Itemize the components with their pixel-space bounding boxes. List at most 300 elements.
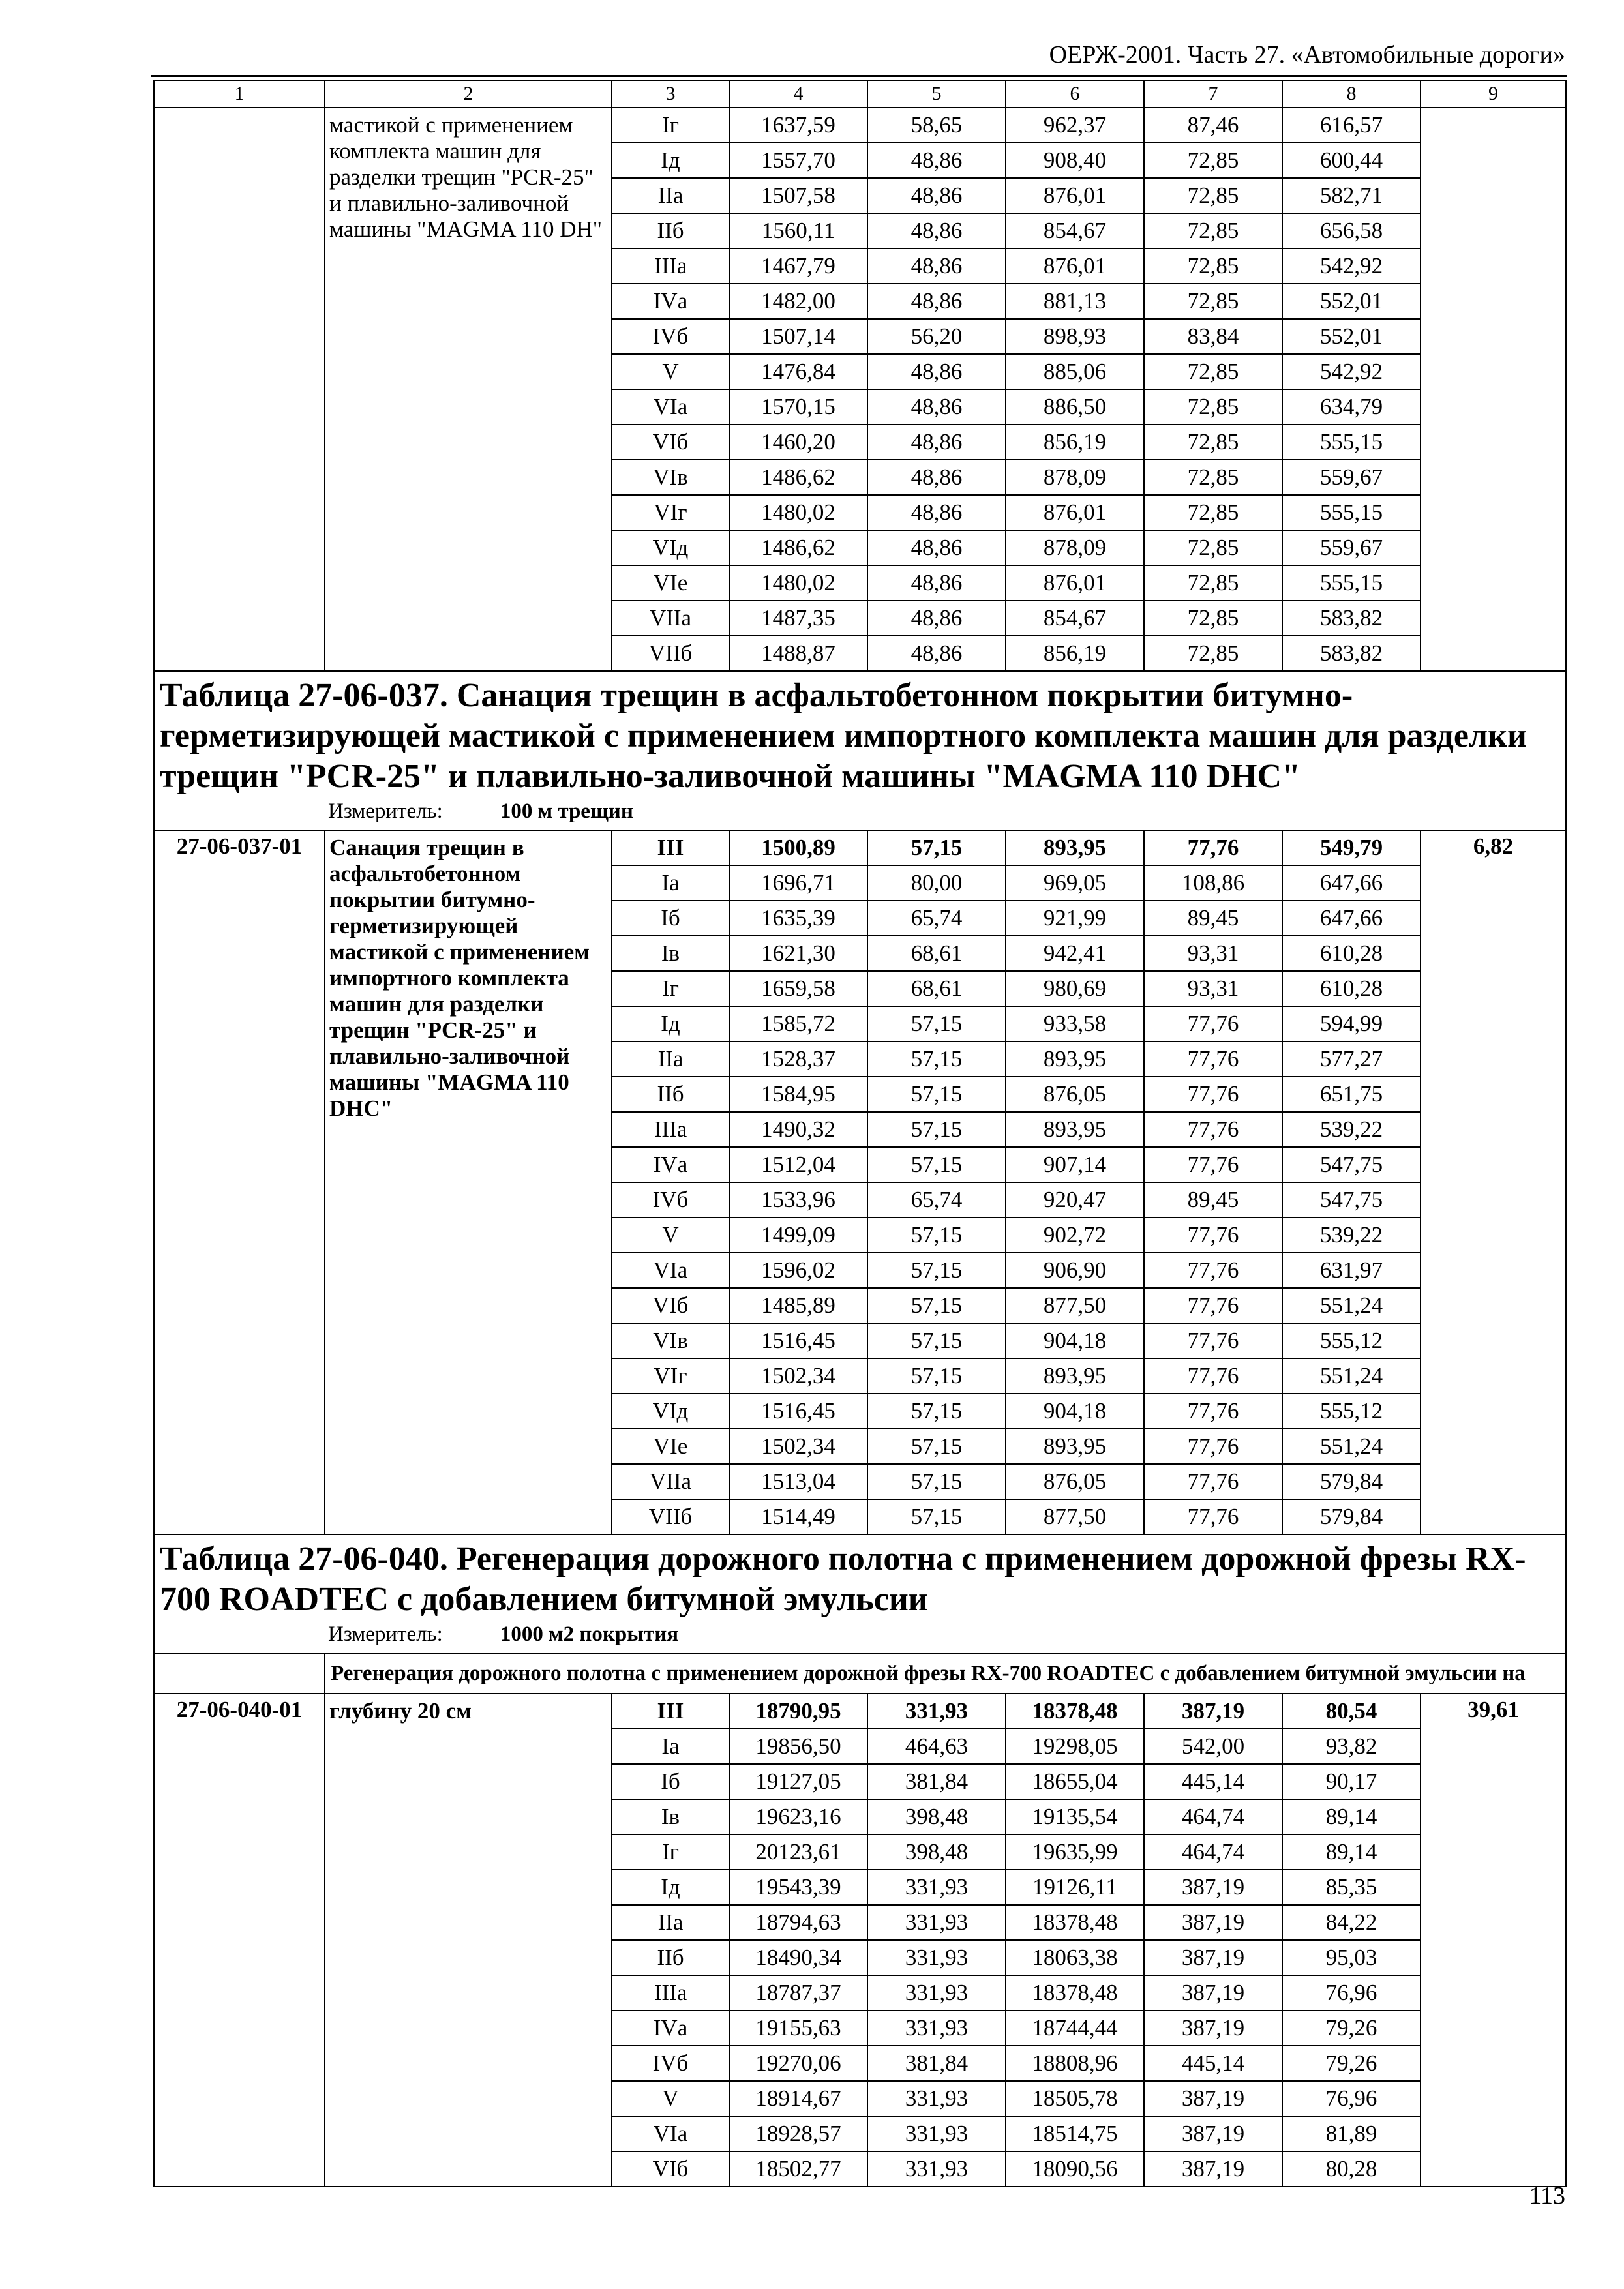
value-cell: 72,85	[1144, 143, 1282, 178]
value-cell: 1585,72	[729, 1006, 867, 1041]
value-cell: 79,26	[1282, 2011, 1421, 2046]
value-cell: 79,26	[1282, 2046, 1421, 2081]
value-cell: 72,85	[1144, 354, 1282, 389]
value-cell: 48,86	[867, 284, 1006, 319]
value-cell: 72,85	[1144, 213, 1282, 248]
value-cell: 387,19	[1144, 1905, 1282, 1940]
column-number-row	[154, 80, 1566, 108]
value-cell: 57,15	[867, 1358, 1006, 1394]
value-cell: 902,72	[1006, 1218, 1144, 1253]
value-cell: 876,01	[1006, 178, 1144, 213]
zone-cell: VIе	[612, 565, 729, 601]
value-cell: 48,86	[867, 460, 1006, 495]
value-cell: 1480,02	[729, 495, 867, 530]
value-cell: 57,15	[867, 1006, 1006, 1041]
value-cell: 583,82	[1282, 636, 1421, 671]
value-cell: 331,93	[867, 1905, 1006, 1940]
value-cell: 89,14	[1282, 1834, 1421, 1870]
value-cell: 551,24	[1282, 1358, 1421, 1394]
value-cell: 331,93	[867, 2116, 1006, 2151]
code-cell	[154, 108, 325, 671]
value-cell: 898,93	[1006, 319, 1144, 354]
value-cell: 387,19	[1144, 2011, 1282, 2046]
value-cell: 610,28	[1282, 936, 1421, 971]
value-cell: 1500,89	[729, 830, 867, 865]
zone-cell: IVа	[612, 284, 729, 319]
value-cell: 387,19	[1144, 1975, 1282, 2011]
value-cell: 1507,14	[729, 319, 867, 354]
value-cell: 1696,71	[729, 865, 867, 901]
value-cell: 19155,63	[729, 2011, 867, 2046]
value-cell: 647,66	[1282, 901, 1421, 936]
value-cell: 57,15	[867, 1323, 1006, 1358]
value-cell: 48,86	[867, 213, 1006, 248]
value-cell: 1490,32	[729, 1112, 867, 1147]
value-cell: 72,85	[1144, 495, 1282, 530]
value-cell: 57,15	[867, 1464, 1006, 1499]
value-cell: 1502,34	[729, 1429, 867, 1464]
value-cell: 48,86	[867, 143, 1006, 178]
value-cell: 1476,84	[729, 354, 867, 389]
value-cell: 577,27	[1282, 1041, 1421, 1077]
value-cell: 95,03	[1282, 1940, 1421, 1975]
measure-label: Измеритель:	[328, 800, 443, 823]
value-cell: 854,67	[1006, 213, 1144, 248]
value-cell: 539,22	[1282, 1218, 1421, 1253]
value-cell: 877,50	[1006, 1499, 1144, 1534]
value-cell: 616,57	[1282, 108, 1421, 143]
value-cell: 72,85	[1144, 389, 1282, 425]
name-cell: Санация трещин в асфальтобетонном покрытии битумно-герметизирующей мастикой с применением импортного комплекта машин для разделки трещин "PCR-25" и плавильно-заливочной машины "MAGMA 110 DHC"	[325, 830, 612, 1534]
value-cell: 77,76	[1144, 1218, 1282, 1253]
value-cell: 878,09	[1006, 530, 1144, 565]
value-cell: 634,79	[1282, 389, 1421, 425]
value-cell: 18490,34	[729, 1940, 867, 1975]
value-cell: 77,76	[1144, 1358, 1282, 1394]
value-cell: 920,47	[1006, 1182, 1144, 1218]
value-cell: 77,76	[1144, 1464, 1282, 1499]
table-title: Таблица 27-06-040. Регенерация дорожного полотна с применением дорожной фрезы RX-700 ROADTEC с добавлением битумной эмульсии	[160, 1540, 1526, 1618]
zone-cell: VIIб	[612, 636, 729, 671]
value-cell: 108,86	[1144, 865, 1282, 901]
value-cell: 921,99	[1006, 901, 1144, 936]
value-cell: 398,48	[867, 1799, 1006, 1834]
value-cell: 331,93	[867, 1870, 1006, 1905]
price-table	[153, 80, 1567, 2187]
labor-cell: 39,61	[1421, 1694, 1566, 2187]
zone-cell: VIа	[612, 389, 729, 425]
value-cell: 18378,48	[1006, 1975, 1144, 2011]
subheader-row	[154, 1653, 1566, 1694]
value-cell: 18790,95	[729, 1694, 867, 1729]
value-cell: 20123,61	[729, 1834, 867, 1870]
value-cell: 1482,00	[729, 284, 867, 319]
value-cell: 18794,63	[729, 1905, 867, 1940]
value-cell: 18505,78	[1006, 2081, 1144, 2116]
value-cell: 647,66	[1282, 865, 1421, 901]
value-cell: 1637,59	[729, 108, 867, 143]
value-cell: 547,75	[1282, 1182, 1421, 1218]
value-cell: 893,95	[1006, 1358, 1144, 1394]
value-cell: 579,84	[1282, 1499, 1421, 1534]
value-cell: 1570,15	[729, 389, 867, 425]
value-cell: 48,86	[867, 601, 1006, 636]
value-cell: 57,15	[867, 1077, 1006, 1112]
value-cell: 547,75	[1282, 1147, 1421, 1182]
value-cell: 582,71	[1282, 178, 1421, 213]
value-cell: 18787,37	[729, 1975, 867, 2011]
value-cell: 1486,62	[729, 530, 867, 565]
value-cell: 387,19	[1144, 1694, 1282, 1729]
value-cell: 907,14	[1006, 1147, 1144, 1182]
value-cell: 856,19	[1006, 425, 1144, 460]
value-cell: 464,74	[1144, 1834, 1282, 1870]
value-cell: 886,50	[1006, 389, 1144, 425]
value-cell: 68,61	[867, 971, 1006, 1006]
zone-cell: IIб	[612, 213, 729, 248]
value-cell: 72,85	[1144, 248, 1282, 284]
column-number: 8	[1282, 80, 1421, 108]
value-cell: 387,19	[1144, 1940, 1282, 1975]
value-cell: 464,74	[1144, 1799, 1282, 1834]
value-cell: 72,85	[1144, 565, 1282, 601]
value-cell: 600,44	[1282, 143, 1421, 178]
value-cell: 1513,04	[729, 1464, 867, 1499]
value-cell: 656,58	[1282, 213, 1421, 248]
value-cell: 1584,95	[729, 1077, 867, 1112]
value-cell: 57,15	[867, 1429, 1006, 1464]
column-number: 5	[867, 80, 1006, 108]
value-cell: 904,18	[1006, 1394, 1144, 1429]
zone-cell: V	[612, 2081, 729, 2116]
value-cell: 876,01	[1006, 565, 1144, 601]
value-cell: 555,15	[1282, 565, 1421, 601]
value-cell: 65,74	[867, 1182, 1006, 1218]
zone-cell: VIв	[612, 1323, 729, 1358]
value-cell: 1487,35	[729, 601, 867, 636]
value-cell: 1621,30	[729, 936, 867, 971]
value-cell: 1467,79	[729, 248, 867, 284]
value-cell: 80,00	[867, 865, 1006, 901]
header-rule	[151, 75, 1567, 77]
zone-cell: Iб	[612, 901, 729, 936]
value-cell: 77,76	[1144, 1006, 1282, 1041]
value-cell: 57,15	[867, 1253, 1006, 1288]
value-cell: 77,76	[1144, 1077, 1282, 1112]
column-number: 9	[1421, 80, 1566, 108]
value-cell: 651,75	[1282, 1077, 1421, 1112]
zone-cell: VIб	[612, 2151, 729, 2187]
table-row	[154, 1694, 1566, 1729]
value-cell: 1460,20	[729, 425, 867, 460]
value-cell: 881,13	[1006, 284, 1144, 319]
value-cell: 445,14	[1144, 1764, 1282, 1799]
zone-cell: IIIа	[612, 248, 729, 284]
value-cell: 445,14	[1144, 2046, 1282, 2081]
value-cell: 381,84	[867, 1764, 1006, 1799]
value-cell: 77,76	[1144, 1323, 1282, 1358]
value-cell: 1502,34	[729, 1358, 867, 1394]
table-title-cell	[154, 671, 1566, 830]
measure-value: 1000 м2 покрытия	[500, 1623, 679, 1646]
zone-cell: IVа	[612, 2011, 729, 2046]
value-cell: 962,37	[1006, 108, 1144, 143]
value-cell: 18502,77	[729, 2151, 867, 2187]
value-cell: 72,85	[1144, 425, 1282, 460]
value-cell: 85,35	[1282, 1870, 1421, 1905]
value-cell: 1486,62	[729, 460, 867, 495]
labor-cell: 6,82	[1421, 830, 1566, 1534]
zone-cell: Iд	[612, 1006, 729, 1041]
value-cell: 57,15	[867, 1288, 1006, 1323]
value-cell: 77,76	[1144, 1394, 1282, 1429]
value-cell: 552,01	[1282, 284, 1421, 319]
value-cell: 885,06	[1006, 354, 1144, 389]
zone-cell: Iа	[612, 865, 729, 901]
value-cell: 942,41	[1006, 936, 1144, 971]
zone-cell: IIб	[612, 1077, 729, 1112]
value-cell: 77,76	[1144, 1253, 1282, 1288]
zone-cell: IVб	[612, 1182, 729, 1218]
value-cell: 893,95	[1006, 1112, 1144, 1147]
value-cell: 549,79	[1282, 830, 1421, 865]
value-cell: 555,12	[1282, 1323, 1421, 1358]
value-cell: 18928,57	[729, 2116, 867, 2151]
value-cell: 878,09	[1006, 460, 1144, 495]
value-cell: 539,22	[1282, 1112, 1421, 1147]
value-cell: 1512,04	[729, 1147, 867, 1182]
column-number: 1	[154, 80, 325, 108]
zone-cell: VIIб	[612, 1499, 729, 1534]
value-cell: 893,95	[1006, 1429, 1144, 1464]
zone-cell: IVб	[612, 2046, 729, 2081]
value-cell: 854,67	[1006, 601, 1144, 636]
value-cell: 610,28	[1282, 971, 1421, 1006]
value-cell: 331,93	[867, 1940, 1006, 1975]
zone-cell: IIа	[612, 178, 729, 213]
value-cell: 856,19	[1006, 636, 1144, 671]
value-cell: 77,76	[1144, 1288, 1282, 1323]
value-cell: 19127,05	[729, 1764, 867, 1799]
value-cell: 631,97	[1282, 1253, 1421, 1288]
value-cell: 908,40	[1006, 143, 1144, 178]
value-cell: 876,01	[1006, 248, 1144, 284]
value-cell: 551,24	[1282, 1429, 1421, 1464]
zone-cell: IVб	[612, 319, 729, 354]
value-cell: 18655,04	[1006, 1764, 1144, 1799]
column-number: 6	[1006, 80, 1144, 108]
value-cell: 93,31	[1144, 936, 1282, 971]
value-cell: 1514,49	[729, 1499, 867, 1534]
value-cell: 65,74	[867, 901, 1006, 936]
value-cell: 555,15	[1282, 495, 1421, 530]
value-cell: 542,00	[1144, 1729, 1282, 1764]
zone-cell: III	[612, 830, 729, 865]
value-cell: 57,15	[867, 1041, 1006, 1077]
value-cell: 90,17	[1282, 1764, 1421, 1799]
zone-cell: VIа	[612, 2116, 729, 2151]
zone-cell: V	[612, 1218, 729, 1253]
zone-cell: Iб	[612, 1764, 729, 1799]
value-cell: 77,76	[1144, 830, 1282, 865]
value-cell: 57,15	[867, 1147, 1006, 1182]
measure-value: 100 м трещин	[500, 800, 633, 823]
subheader-text: Регенерация дорожного полотна с применением дорожной фрезы RX-700 ROADTEC с добавлением битумной эмульсии на	[325, 1653, 1566, 1694]
zone-cell: Iа	[612, 1729, 729, 1764]
value-cell: 57,15	[867, 1112, 1006, 1147]
value-cell: 969,05	[1006, 865, 1144, 901]
measure-label: Измеритель:	[328, 1623, 443, 1646]
value-cell: 594,99	[1282, 1006, 1421, 1041]
zone-cell: Iг	[612, 108, 729, 143]
zone-cell: VIв	[612, 460, 729, 495]
value-cell: 876,01	[1006, 495, 1144, 530]
value-cell: 331,93	[867, 1975, 1006, 2011]
zone-cell: VIе	[612, 1429, 729, 1464]
code-cell: 27-06-037-01	[154, 830, 325, 1534]
zone-cell: VIд	[612, 530, 729, 565]
value-cell: 331,93	[867, 2081, 1006, 2116]
value-cell: 1596,02	[729, 1253, 867, 1288]
value-cell: 48,86	[867, 495, 1006, 530]
value-cell: 80,28	[1282, 2151, 1421, 2187]
value-cell: 19298,05	[1006, 1729, 1144, 1764]
zone-cell: Iв	[612, 936, 729, 971]
value-cell: 48,86	[867, 178, 1006, 213]
zone-cell: Iд	[612, 1870, 729, 1905]
value-cell: 56,20	[867, 319, 1006, 354]
value-cell: 19856,50	[729, 1729, 867, 1764]
value-cell: 48,86	[867, 354, 1006, 389]
zone-cell: III	[612, 1694, 729, 1729]
value-cell: 893,95	[1006, 1041, 1144, 1077]
value-cell: 559,67	[1282, 460, 1421, 495]
value-cell: 72,85	[1144, 460, 1282, 495]
value-cell: 58,65	[867, 108, 1006, 143]
value-cell: 1499,09	[729, 1218, 867, 1253]
value-cell: 72,85	[1144, 636, 1282, 671]
value-cell: 876,05	[1006, 1464, 1144, 1499]
value-cell: 57,15	[867, 1499, 1006, 1534]
value-cell: 18063,38	[1006, 1940, 1144, 1975]
value-cell: 18914,67	[729, 2081, 867, 2116]
zone-cell: Iг	[612, 971, 729, 1006]
table-body	[154, 80, 1566, 2187]
value-cell: 18744,44	[1006, 2011, 1144, 2046]
column-number: 3	[612, 80, 729, 108]
value-cell: 1480,02	[729, 565, 867, 601]
table-title: Таблица 27-06-037. Санация трещин в асфальтобетонном покрытии битумно-герметизирующей мастикой с применением импортного комплекта машин для разделки трещин "PCR-25" и плавильно-заливочной машины "MAGMA 110 DHC"	[160, 677, 1527, 795]
value-cell: 387,19	[1144, 1870, 1282, 1905]
value-cell: 57,15	[867, 1394, 1006, 1429]
value-cell: 331,93	[867, 2011, 1006, 2046]
value-cell: 72,85	[1144, 178, 1282, 213]
value-cell: 87,46	[1144, 108, 1282, 143]
value-cell: 19270,06	[729, 2046, 867, 2081]
value-cell: 542,92	[1282, 248, 1421, 284]
value-cell: 72,85	[1144, 601, 1282, 636]
value-cell: 877,50	[1006, 1288, 1144, 1323]
value-cell: 89,45	[1144, 901, 1282, 936]
value-cell: 89,14	[1282, 1799, 1421, 1834]
code-cell: 27-06-040-01	[154, 1694, 325, 2187]
value-cell: 893,95	[1006, 830, 1144, 865]
value-cell: 555,12	[1282, 1394, 1421, 1429]
zone-cell: VIг	[612, 495, 729, 530]
value-cell: 19135,54	[1006, 1799, 1144, 1834]
column-number: 7	[1144, 80, 1282, 108]
value-cell: 331,93	[867, 1694, 1006, 1729]
name-cell: глубину 20 см	[325, 1694, 612, 2187]
measure-line	[160, 1620, 1560, 1649]
zone-cell: VIб	[612, 1288, 729, 1323]
value-cell: 398,48	[867, 1834, 1006, 1870]
zone-cell: VIа	[612, 1253, 729, 1288]
value-cell: 83,84	[1144, 319, 1282, 354]
value-cell: 387,19	[1144, 2116, 1282, 2151]
value-cell: 381,84	[867, 2046, 1006, 2081]
value-cell: 18378,48	[1006, 1694, 1144, 1729]
value-cell: 84,22	[1282, 1905, 1421, 1940]
zone-cell: VIIа	[612, 601, 729, 636]
value-cell: 57,15	[867, 1218, 1006, 1253]
value-cell: 76,96	[1282, 2081, 1421, 2116]
table-title-cell	[154, 1534, 1566, 1653]
value-cell: 387,19	[1144, 2151, 1282, 2187]
zone-cell: VIб	[612, 425, 729, 460]
value-cell: 1516,45	[729, 1394, 867, 1429]
zone-cell: IIIа	[612, 1975, 729, 2011]
value-cell: 1528,37	[729, 1041, 867, 1077]
value-cell: 1516,45	[729, 1323, 867, 1358]
value-cell: 72,85	[1144, 530, 1282, 565]
value-cell: 19635,99	[1006, 1834, 1144, 1870]
value-cell: 48,86	[867, 530, 1006, 565]
value-cell: 559,67	[1282, 530, 1421, 565]
value-cell: 542,92	[1282, 354, 1421, 389]
column-number: 2	[325, 80, 612, 108]
value-cell: 1635,39	[729, 901, 867, 936]
zone-cell: IIа	[612, 1041, 729, 1077]
value-cell: 552,01	[1282, 319, 1421, 354]
value-cell: 876,05	[1006, 1077, 1144, 1112]
table-title-row	[154, 1534, 1566, 1653]
value-cell: 1659,58	[729, 971, 867, 1006]
value-cell: 551,24	[1282, 1288, 1421, 1323]
value-cell: 89,45	[1144, 1182, 1282, 1218]
value-cell: 18808,96	[1006, 2046, 1144, 2081]
value-cell: 1560,11	[729, 213, 867, 248]
value-cell: 19543,39	[729, 1870, 867, 1905]
running-header: ОЕРЖ-2001. Часть 27. «Автомобильные дороги»	[1049, 41, 1565, 68]
value-cell: 583,82	[1282, 601, 1421, 636]
labor-cell	[1421, 108, 1566, 671]
value-cell: 387,19	[1144, 2081, 1282, 2116]
name-cell: мастикой с применением комплекта машин для разделки трещин "PCR-25" и плавильно-заливочной машины "MAGMA 110 DH"	[325, 108, 612, 671]
value-cell: 77,76	[1144, 1429, 1282, 1464]
value-cell: 19623,16	[729, 1799, 867, 1834]
zone-cell: Iг	[612, 1834, 729, 1870]
value-cell: 57,15	[867, 830, 1006, 865]
value-cell: 904,18	[1006, 1323, 1144, 1358]
value-cell: 579,84	[1282, 1464, 1421, 1499]
value-cell: 906,90	[1006, 1253, 1144, 1288]
table-row	[154, 108, 1566, 143]
zone-cell: VIIа	[612, 1464, 729, 1499]
value-cell: 1533,96	[729, 1182, 867, 1218]
value-cell: 1507,58	[729, 178, 867, 213]
subheader-code-cell	[154, 1653, 325, 1694]
